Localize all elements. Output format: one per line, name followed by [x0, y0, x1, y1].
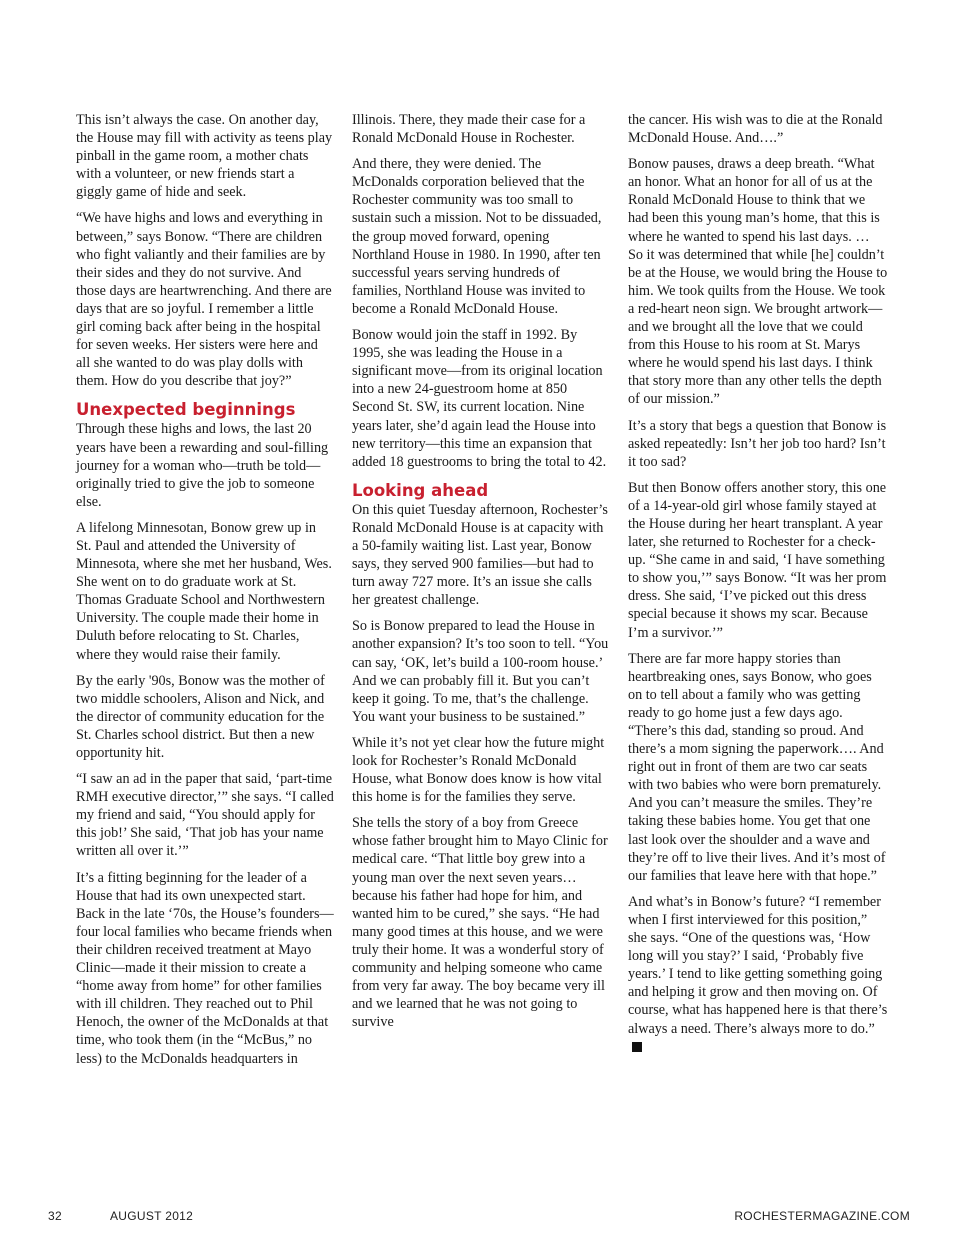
paragraph: It’s a story that begs a question that Bonow is asked repeatedly: Isn’t her job too hard? Isn’t it too sad? — [628, 417, 887, 470]
paragraph: Bonow would join the staff in 1992. By 1995, she was leading the House in a significant move—from its original location into a new 24-guestroom home at 850 Second St. SW, its current location. Nine years later, she’d again lead the House into new territory—this time an expansion that added 18 guestrooms to bring the total to 42. — [352, 327, 607, 470]
issue-date: AUGUST 2012 — [110, 1209, 194, 1223]
paragraph-text: And what’s in Bonow’s future? “I remember when I first interviewed for this position,” she says. “One of the questions was, ‘How long will you stay?’ I said, ‘Probably five years.’ I tend to like getting something going and helping it grow and then moving on. Of course, what has happened here is that there’s always a need. There’s always more to do.” — [628, 893, 888, 1037]
paragraph: So is Bonow prepared to lead the House in another expansion? It’s too soon to tell. “You can say, ‘OK, let’s build a 100-room house.’ And we can probably fill it. But you can’t keep it going. To me, that’s the challenge. You want your business to be sustained.” — [352, 618, 609, 725]
section-heading-unexpected-beginnings: Unexpected beginnings — [76, 400, 296, 420]
paragraph: It’s a fitting beginning for the leader of a House that had its own unexpected start. Back in the late ‘70s, the House’s founders—four local families who became friends when their children received treatment at Mayo Clinic—made it their mission to create a “home away from home” for other families with ill children. They reached out to Phil Henoch, the owner of the McDonalds at that time, who took them (in the “McBus,” no less) to the McDonalds headquarters in — [76, 869, 334, 1067]
section-heading-looking-ahead: Looking ahead — [352, 480, 489, 500]
page-number: 32 — [48, 1209, 62, 1223]
paragraph: By the early '90s, Bonow was the mother of two middle schoolers, Alison and Nick, and the director of community education for the St. Charles school district. But then a new opportunity hit. — [76, 672, 325, 761]
paragraph: On this quiet Tuesday afternoon, Rochester’s Ronald McDonald House is at capacity with a 50-family waiting list. Last year, Bonow says, they served 900 families—but had to turn away 727 more. It’s an issue she calls her greatest challenge. — [352, 501, 608, 609]
article-column-2 — [352, 111, 610, 1039]
end-of-article-mark-icon — [632, 1042, 642, 1052]
paragraph: This isn’t always the case. On another day, the House may fill with activity as teens play pinball in the game room, a mother chats with a volunteer, or new friends start a giggly game of hide and seek. — [76, 112, 333, 201]
article-column-1 — [76, 111, 334, 1076]
paragraph: Illinois. There, they made their case for a Ronald McDonald House in Rochester. — [352, 112, 586, 147]
paragraph: Through these highs and lows, the last 20 years have been a rewarding and soul-filling journey for a woman who—truth be told—originally tried to give the job to someone else. — [76, 421, 329, 510]
magazine-website: ROCHESTERMAGAZINE.COM — [734, 1209, 910, 1223]
final-paragraph — [628, 893, 888, 1056]
paragraph: She tells the story of a boy from Greece whose father brought him to Mayo Clinic for medical care. “That little boy grew into a young man over the next seven years… because his father had hope for him, and wanted him to be cured,” she says. “He had many good times at this house, and we were truly their home. It was a wonderful story of community and helping someone who came from very far away. The boy became very ill and we learned that he was not going to survive — [352, 815, 608, 1031]
paragraph: Bonow pauses, draws a deep breath. “What an honor. What an honor for all of us at the Ronald McDonald House to think that we had been this young man’s home, that this is where he wanted to spend his last days. … So it was determined that while [he] couldn’t be at the House, we would bring the House to him. We took quilts from the House. We took a red-heart neon sign. We brought artwork—and we brought all the love that we could from this House to his room at St. Marys where he would spend his last days. I think that story more than any other tells the depth of our mission.” — [628, 156, 888, 408]
paragraph: the cancer. His wish was to die at the Ronald McDonald House. And….” — [628, 112, 883, 147]
paragraph: “I saw an ad in the paper that said, ‘part-time RMH executive director,’” she says. “I called my friend and said, “You should apply for this job!’ She said, ‘That job has your name written all over it.’” — [76, 771, 334, 860]
paragraph: A lifelong Minnesotan, Bonow grew up in St. Paul and attended the University of Minnesota, where she met her husband, Wes. She went on to do graduate work at St. Thomas Graduate School and Northwestern University. The couple made their home in Duluth before relocating to St. Charles, where they would raise their family. — [76, 519, 332, 663]
paragraph: And there, they were denied. The McDonalds corporation believed that the Rochester community was too small to sustain such a mission. Not to be dissuaded, the group moved forward, opening Northland House in 1980. In 1990, after ten successful years serving hundreds of families, Northland House was invited to become a Ronald McDonald House. — [352, 156, 602, 317]
paragraph: But then Bonow offers another story, this one of a 14-year-old girl whose family stayed at the House during her heart transplant. A year later, she returned to Rochester for a check-up. “She came in and said, ‘I have something to show you,’” says Bonow. “It was her prom dress. She said, ‘I’ve picked out this dress special because it shows my scar. Because I’m a survivor.’” — [628, 479, 887, 641]
paragraph: There are far more happy stories than heartbreaking ones, says Bonow, who goes on to tell about a family who was getting ready to go home just a few days ago. “There’s this dad, standing so proud. And there’s a mom signing the paperwork…. And right out in front of them are two car seats with two babies who were born prematurely. And you can’t measure the smiles. They’re taking these babies home. You get that one last look over the shoulder and a wave and they’re off to live their lives. And it’s most of our families that leave here with that hope.” — [628, 650, 886, 884]
paragraph: “We have highs and lows and everything in between,” says Bonow. “There are children who fight valiantly and their families are by their sides and they do not survive. And those days are heartwrenching. And there are days that are so joyful. I remember a little girl coming back after being in the hospital for seven weeks. Her sisters were here and all she wanted to do was play dolls with them. How do you describe that joy?” — [76, 210, 332, 390]
article-column-3 — [628, 111, 888, 1064]
paragraph: While it’s not yet clear how the future might look for Rochester’s Ronald McDonald House, what Bonow does know is how vital this home is for the families they serve. — [352, 734, 605, 806]
